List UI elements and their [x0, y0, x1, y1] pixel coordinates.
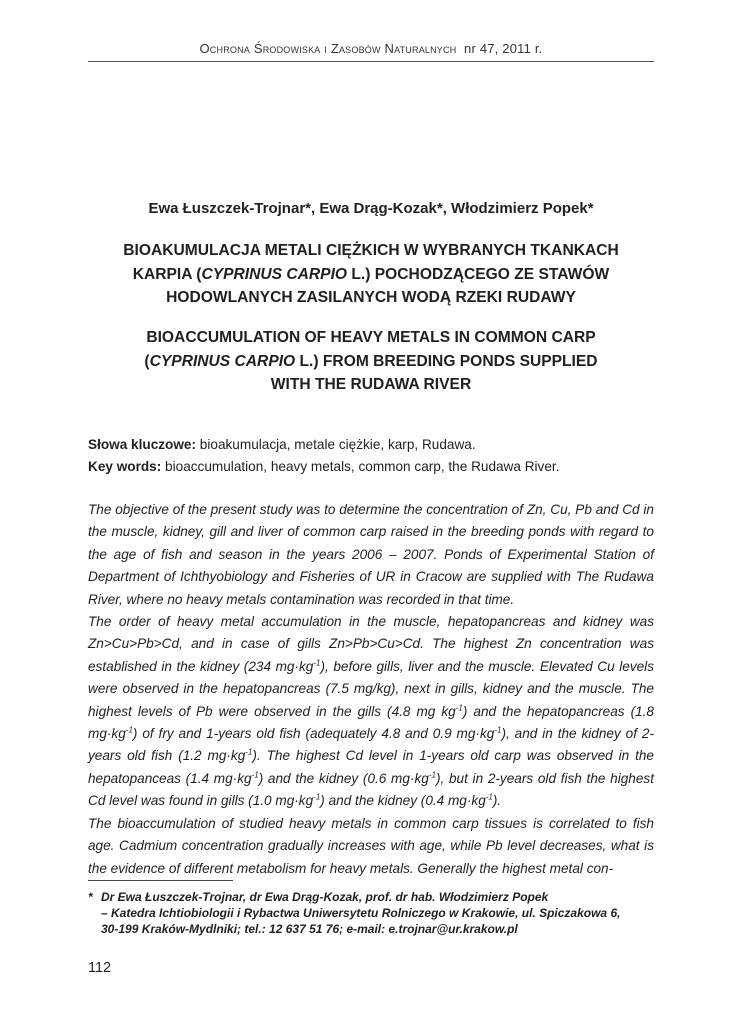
- title-en-line-2: [88, 350, 654, 374]
- page-number: 112: [88, 960, 112, 976]
- keywords-en-label: Key words:: [88, 459, 162, 474]
- title-english: [88, 326, 654, 397]
- running-header: [88, 41, 654, 56]
- footnote-line-1: [88, 889, 688, 905]
- superscript: -1: [485, 792, 493, 802]
- superscript: -1: [455, 703, 463, 713]
- title-en-species: CYPRINUS CARPIO: [149, 352, 296, 370]
- superscript: -1: [494, 725, 502, 735]
- keywords-pl-label: Słowa kluczowe:: [88, 437, 197, 452]
- abstract-paragraph-3: The bioaccumulation of studied heavy metals in common carp tissues is correlated to fish age. Cadmium concentration gradually increases with age, while Pb level decreases, what is the evidence of different metabolism for heavy metals. Generally the highest metal con-: [88, 815, 654, 876]
- abstract-text: ) of fry and 1-years old fish (adequately 4.8 and 0.9 mg·kg: [132, 726, 495, 742]
- keywords-english: [88, 459, 654, 474]
- abstract-text: ), but in 2-years old fish the highest Cd level was found in gills (1.0 mg·kg: [88, 770, 654, 809]
- footnote-line-3: 30-199 Kraków-Mydlniki; tel.: 12 637 51 76; e-mail: e.trojnar@ur.krakow.pl: [101, 922, 518, 936]
- title-en-line-3: WITH THE RUDAWA RIVER: [270, 376, 472, 393]
- title-en-line-2-pre: (: [144, 352, 150, 370]
- abstract-text: ), and in the kidney of 2-years old fish (1.2 mg·kg: [88, 726, 654, 764]
- title-pl-line-2: [88, 263, 654, 287]
- title-pl-species: CYPRINUS CARPIO: [201, 265, 348, 283]
- keywords-pl-text: bioakumulacja, metale ciężkie, karp, Rudawa.: [196, 437, 476, 452]
- abstract-text: ) and the hepatopancreas (1.8 mg·kg: [88, 703, 654, 742]
- superscript: -1: [313, 792, 321, 802]
- keywords-polish: [88, 437, 654, 452]
- abstract-paragraph-1: The objective of the present study was to determine the concentration of Zn, Cu, Pb and Cd in the muscle, kidney, gill and liver of common carp raised in the breeding ponds with regard to the age of fish and season in the years 2006 – 2007. Ponds of Experimental Station of Department of Ichthyobiology and Fisheries of UR in Cracow are supplied with The Rudawa River, where no heavy metals contamination was recorded in that time.: [88, 502, 654, 607]
- abstract-text: ) and the kidney (0.6 mg·kg: [258, 770, 429, 786]
- keywords-en-text: bioaccumulation, heavy metals, common carp, the Rudawa River.: [161, 459, 560, 474]
- abstract-text: ).: [492, 793, 502, 809]
- title-polish: [88, 239, 654, 310]
- journal-issue: nr 47, 2011 r.: [464, 41, 543, 56]
- author-footnote: [88, 889, 688, 937]
- abstract-text: ) and the kidney (0.4 mg·kg: [320, 793, 486, 809]
- journal-name: Ochrona Środowiska i Zasobów Naturalnych: [199, 41, 457, 56]
- footnote-authors: Dr Ewa Łuszczek-Trojnar, dr Ewa Drąg-Kozak, prof. dr hab. Włodzimierz Popek: [101, 890, 549, 904]
- superscript: -1: [313, 658, 321, 668]
- footnote-line-2: – Katedra Ichtiobiologii i Rybactwa Uniwersytetu Rolniczego w Krakowie, ul. Spiczakowa 6,: [101, 906, 621, 920]
- footnote-rule: [88, 880, 233, 881]
- superscript: -1: [245, 747, 253, 757]
- title-pl-line-2-pre: KARPIA (: [132, 265, 202, 283]
- header-rule: [88, 61, 654, 62]
- abstract-paragraph-2: [88, 611, 654, 813]
- abstract-text: ), before gills, liver and the muscle. Elevated Cu levels were observed in the hepatopancreas (7.5 mg/kg), next in gills, kidney and the muscle. The highest levels of Pb were observed in the gills (4.8 mg kg: [88, 658, 654, 719]
- title-pl-line-3: HODOWLANYCH ZASILANYCH WODĄ RZEKI RUDAWY: [166, 289, 576, 306]
- title-pl-line-1: BIOAKUMULACJA METALI CIĘŻKICH W WYBRANYCH TKANKACH: [123, 242, 619, 259]
- authors: Ewa Łuszczek-Trojnar*, Ewa Drąg-Kozak*, Włodzimierz Popek*: [148, 200, 594, 217]
- abstract-text: ). The highest Cd level in 1-years old carp was observed in the hepatopanceas (1.4 mg·kg: [88, 748, 654, 786]
- superscript: -1: [428, 770, 436, 780]
- superscript: -1: [251, 770, 259, 780]
- abstract: [88, 499, 654, 880]
- abstract-text: The order of heavy metal accumulation in the muscle, hepatopancreas and kidney was Zn>Cu>Pb>Cd, and in case of gills Zn>Pb>Cu>Cd. The highest Zn concentration was established in the kidney (234 mg·kg: [88, 614, 654, 674]
- superscript: -1: [125, 725, 133, 735]
- title-en-line-2-post: L.) FROM BREEDING PONDS SUPPLIED: [295, 352, 598, 370]
- title-en-line-1: BIOACCUMULATION OF HEAVY METALS IN COMMON CARP: [146, 329, 596, 346]
- title-pl-line-2-post: L.) POCHODZĄCEGO ZE STAWÓW: [347, 265, 610, 283]
- footnote-marker: *: [88, 890, 93, 904]
